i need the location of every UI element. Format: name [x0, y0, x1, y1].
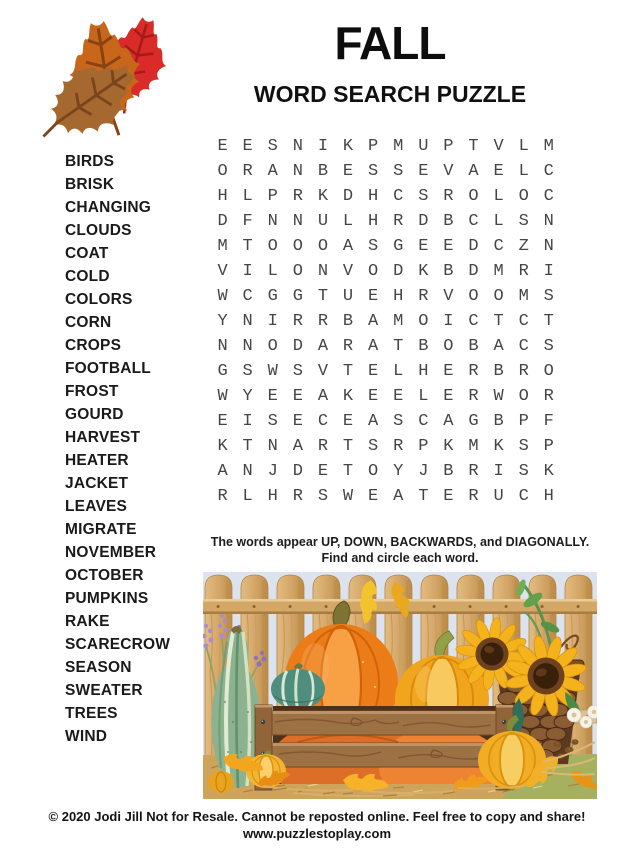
grid-letter: E: [292, 412, 303, 431]
grid-letter: E: [443, 237, 454, 256]
grid-letter: I: [242, 412, 253, 431]
page-subtitle: WORD SEARCH PUZZLE: [253, 81, 527, 107]
grid-letter: J: [418, 462, 429, 481]
grid-letter: S: [267, 412, 278, 431]
grid-letter: T: [393, 337, 404, 356]
grid-letter: K: [493, 437, 504, 456]
grid-letter: L: [267, 262, 278, 281]
grid-letter: C: [468, 312, 479, 331]
grid-letter: K: [317, 187, 329, 206]
grid-letter: N: [267, 212, 278, 231]
grid-letter: O: [543, 362, 554, 381]
page-title: FALL: [334, 17, 446, 69]
grid-letter: B: [443, 262, 454, 281]
grid-letter: C: [518, 487, 529, 506]
grid-letter: H: [418, 362, 429, 381]
grid-letter: O: [368, 462, 379, 481]
grid-letter: Z: [518, 237, 529, 256]
grid-letter: G: [217, 362, 228, 381]
grid-letter: E: [292, 387, 303, 406]
grid-letter: T: [493, 312, 504, 331]
grid-letter: O: [267, 337, 278, 356]
grid-row: [210, 409, 561, 434]
grid-letter: I: [543, 262, 554, 281]
grid-letter: B: [443, 212, 454, 231]
grid-letter: E: [368, 287, 379, 306]
grid-letter: B: [493, 362, 504, 381]
grid-letter: A: [368, 412, 379, 431]
grid-letter: N: [242, 312, 253, 331]
grid-letter: U: [317, 212, 329, 231]
grid-letter: I: [242, 262, 253, 281]
grid-letter: N: [217, 337, 228, 356]
grid-letter: W: [342, 487, 354, 506]
word-list-item: CORN: [65, 314, 112, 331]
grid-letter: O: [317, 237, 329, 256]
grid-letter: O: [468, 287, 479, 306]
instructions-line-2: Find and circle each word.: [321, 551, 479, 565]
grid-letter: Y: [393, 462, 404, 481]
grid-letter: L: [518, 137, 529, 156]
grid-letter: E: [267, 387, 278, 406]
grid-letter: T: [242, 437, 253, 456]
word-list-item: BRISK: [65, 176, 115, 193]
grid-letter: H: [393, 287, 404, 306]
grid-letter: I: [443, 312, 454, 331]
grid-letter: R: [292, 312, 303, 331]
grid-letter: A: [217, 462, 228, 481]
grid-letter: P: [418, 437, 429, 456]
grid-letter: E: [418, 162, 429, 181]
grid-letter: D: [342, 187, 354, 206]
grid-letter: A: [368, 337, 379, 356]
word-list-item: TREES: [65, 705, 118, 722]
grid-letter: N: [317, 262, 329, 281]
grid-letter: N: [242, 337, 253, 356]
grid-letter: B: [468, 337, 479, 356]
grid-letter: V: [217, 262, 228, 281]
grid-letter: O: [443, 337, 454, 356]
grid-letter: N: [242, 462, 253, 481]
word-list-item: BIRDS: [65, 153, 115, 170]
grid-letter: K: [418, 262, 429, 281]
grid-letter: S: [317, 487, 329, 506]
grid-letter: B: [443, 462, 454, 481]
grid-letter: H: [368, 212, 379, 231]
grid-letter: S: [518, 437, 529, 456]
grid-letter: W: [267, 362, 278, 381]
word-list-item: CLOUDS: [65, 222, 132, 239]
grid-letter: L: [493, 187, 504, 206]
grid-letter: L: [242, 487, 253, 506]
grid-letter: W: [217, 387, 228, 406]
grid-letter: S: [267, 137, 278, 156]
grid-letter: S: [292, 362, 303, 381]
word-list-item: HARVEST: [65, 429, 141, 446]
grid-letter: T: [317, 287, 329, 306]
grid-letter: J: [267, 462, 278, 481]
word-list-item: RAKE: [65, 613, 110, 630]
grid-letter: P: [267, 187, 278, 206]
grid-letter: O: [217, 162, 228, 181]
grid-letter: G: [393, 237, 404, 256]
grid-letter: R: [468, 487, 479, 506]
grid-letter: E: [443, 487, 454, 506]
grid-row: [210, 334, 561, 359]
instructions: [203, 534, 597, 566]
grid-letter: M: [468, 437, 479, 456]
grid-letter: C: [543, 162, 554, 181]
grid-letter: L: [493, 212, 504, 231]
grid-letter: D: [393, 262, 404, 281]
grid-letter: O: [468, 187, 479, 206]
grid-letter: A: [443, 412, 454, 431]
grid-letter: A: [317, 387, 329, 406]
grid-row: [210, 259, 561, 284]
grid-letter: D: [292, 337, 303, 356]
grid-letter: A: [267, 162, 278, 181]
grid-letter: A: [493, 337, 504, 356]
grid-letter: I: [267, 312, 278, 331]
grid-letter: R: [242, 162, 253, 181]
grid-letter: C: [543, 187, 554, 206]
grid-letter: B: [418, 337, 429, 356]
grid-letter: S: [368, 437, 379, 456]
word-list-item: FOOTBALL: [65, 360, 151, 377]
word-list-item: SEASON: [65, 659, 132, 676]
grid-letter: O: [368, 262, 379, 281]
grid-letter: B: [342, 312, 354, 331]
grid-letter: E: [368, 387, 379, 406]
grid-letter: A: [317, 337, 329, 356]
grid-letter: H: [217, 187, 228, 206]
grid-letter: B: [317, 162, 329, 181]
grid-letter: E: [493, 162, 504, 181]
grid-letter: O: [292, 237, 303, 256]
word-list-item: JACKET: [65, 475, 129, 492]
grid-row: [210, 309, 561, 334]
website-url: www.puzzlestoplay.com: [242, 826, 392, 841]
grid-letter: G: [468, 412, 479, 431]
grid-letter: A: [393, 487, 404, 506]
grid-letter: S: [543, 337, 554, 356]
grid-letter: S: [543, 287, 554, 306]
grid-letter: N: [267, 437, 278, 456]
grid-letter: W: [493, 387, 504, 406]
grid-letter: S: [393, 412, 404, 431]
grid-letter: D: [468, 262, 479, 281]
grid-letter: L: [518, 162, 529, 181]
grid-letter: R: [217, 487, 228, 506]
grid-letter: A: [468, 162, 479, 181]
grid-letter: Y: [242, 387, 253, 406]
word-list-item: FROST: [65, 383, 119, 400]
grid-letter: U: [493, 487, 504, 506]
grid-letter: N: [292, 162, 303, 181]
grid-letter: O: [518, 387, 529, 406]
grid-letter: V: [493, 137, 504, 156]
grid-letter: E: [217, 412, 228, 431]
grid-letter: P: [543, 437, 554, 456]
grid-letter: U: [342, 287, 354, 306]
word-list-item: OCTOBER: [65, 567, 144, 584]
grid-row: [210, 459, 561, 484]
copyright-line: © 2020 Jodi Jill Not for Resale. Cannot be reposted online. Feel free to copy and share!: [48, 809, 586, 824]
grid-letter: A: [342, 237, 354, 256]
word-list-item: CROPS: [65, 337, 122, 354]
grid-letter: E: [317, 462, 329, 481]
letter-grid: [210, 134, 561, 509]
grid-letter: R: [393, 212, 404, 231]
word-list-item: HEATER: [65, 452, 129, 469]
grid-letter: O: [292, 262, 303, 281]
grid-letter: G: [267, 287, 278, 306]
grid-letter: E: [368, 362, 379, 381]
grid-letter: U: [418, 137, 429, 156]
grid-letter: K: [543, 462, 554, 481]
word-list-item: MIGRATE: [65, 521, 137, 538]
grid-letter: N: [292, 212, 303, 231]
grid-letter: T: [342, 462, 354, 481]
grid-letter: E: [242, 137, 253, 156]
grid-letter: E: [217, 137, 228, 156]
grid-letter: P: [368, 137, 379, 156]
grid-letter: C: [393, 187, 404, 206]
word-list-item: PUMPKINS: [65, 590, 149, 607]
word-list-item: COLD: [65, 268, 110, 285]
grid-letter: H: [267, 487, 278, 506]
grid-letter: S: [368, 237, 379, 256]
grid-letter: R: [518, 262, 529, 281]
grid-letter: H: [368, 187, 379, 206]
grid-row: [210, 484, 561, 509]
grid-letter: N: [543, 212, 554, 231]
grid-row: [210, 134, 561, 159]
grid-letter: M: [393, 137, 404, 156]
grid-row: [210, 184, 561, 209]
grid-letter: M: [543, 137, 554, 156]
grid-letter: R: [468, 462, 479, 481]
grid-letter: R: [292, 487, 303, 506]
grid-letter: S: [368, 162, 379, 181]
grid-letter: R: [443, 187, 454, 206]
grid-letter: K: [217, 437, 228, 456]
word-list-item: WIND: [65, 728, 108, 745]
grid-letter: E: [443, 362, 454, 381]
grid-letter: R: [543, 387, 554, 406]
grid-letter: C: [418, 412, 429, 431]
grid-letter: L: [242, 187, 253, 206]
grid-letter: O: [267, 237, 278, 256]
grid-letter: T: [468, 137, 479, 156]
grid-letter: D: [217, 212, 228, 231]
grid-letter: B: [493, 412, 504, 431]
grid-letter: E: [368, 487, 379, 506]
grid-letter: T: [342, 437, 354, 456]
grid-letter: E: [342, 162, 354, 181]
autumn-leaves-logo: [28, 4, 206, 142]
instructions-line-1: The words appear UP, DOWN, BACKWARDS, and DIAGONALLY.: [210, 535, 590, 549]
footer: [0, 808, 634, 842]
grid-letter: C: [493, 237, 504, 256]
word-list-item: NOVEMBER: [65, 544, 157, 561]
grid-letter: K: [342, 387, 354, 406]
grid-letter: R: [317, 312, 329, 331]
grid-letter: Y: [217, 312, 228, 331]
grid-letter: C: [317, 412, 329, 431]
grid-row: [210, 359, 561, 384]
grid-letter: T: [342, 362, 354, 381]
word-list-item: SCARECROW: [65, 636, 171, 653]
grid-letter: M: [393, 312, 404, 331]
grid-letter: R: [418, 287, 429, 306]
grid-letter: T: [242, 237, 253, 256]
grid-letter: L: [342, 212, 354, 231]
grid-letter: R: [518, 362, 529, 381]
grid-row: [210, 284, 561, 309]
word-list: [65, 150, 205, 748]
grid-letter: N: [543, 237, 554, 256]
grid-letter: L: [418, 387, 429, 406]
grid-letter: V: [317, 362, 329, 381]
grid-letter: P: [443, 137, 454, 156]
grid-letter: E: [342, 412, 354, 431]
grid-letter: O: [418, 312, 429, 331]
grid-letter: R: [292, 187, 303, 206]
harvest-scene-illustration: [203, 572, 597, 799]
grid-letter: K: [342, 137, 354, 156]
grid-row: [210, 234, 561, 259]
grid-letter: C: [468, 212, 479, 231]
grid-letter: C: [518, 337, 529, 356]
grid-letter: E: [393, 387, 404, 406]
grid-letter: S: [393, 162, 404, 181]
grid-letter: O: [518, 187, 529, 206]
grid-letter: E: [443, 387, 454, 406]
grid-letter: V: [443, 287, 454, 306]
grid-letter: R: [468, 387, 479, 406]
grid-letter: S: [242, 362, 253, 381]
grid-row: [210, 209, 561, 234]
word-list-item: COLORS: [65, 291, 133, 308]
grid-letter: G: [292, 287, 303, 306]
word-list-item: LEAVES: [65, 498, 128, 515]
grid-letter: E: [418, 237, 429, 256]
grid-letter: P: [518, 412, 529, 431]
grid-row: [210, 434, 561, 459]
grid-letter: L: [393, 362, 404, 381]
grid-letter: A: [292, 437, 303, 456]
grid-letter: V: [342, 262, 354, 281]
word-list-item: SWEATER: [65, 682, 143, 699]
grid-letter: D: [292, 462, 303, 481]
grid-letter: O: [493, 287, 504, 306]
grid-letter: H: [543, 487, 554, 506]
grid-letter: S: [518, 462, 529, 481]
grid-letter: R: [393, 437, 404, 456]
grid-letter: C: [518, 312, 529, 331]
grid-letter: R: [468, 362, 479, 381]
grid-letter: M: [217, 237, 228, 256]
grid-letter: T: [543, 312, 554, 331]
grid-letter: N: [292, 137, 303, 156]
grid-letter: C: [242, 287, 253, 306]
grid-letter: A: [368, 312, 379, 331]
word-list-item: COAT: [65, 245, 109, 262]
grid-letter: D: [468, 237, 479, 256]
grid-letter: I: [317, 137, 329, 156]
grid-letter: F: [543, 412, 554, 431]
grid-letter: R: [317, 437, 329, 456]
grid-letter: T: [418, 487, 429, 506]
grid-letter: M: [493, 262, 504, 281]
grid-letter: K: [443, 437, 454, 456]
grid-letter: S: [418, 187, 429, 206]
grid-row: [210, 384, 561, 409]
grid-letter: R: [342, 337, 354, 356]
grid-row: [210, 159, 561, 184]
grid-letter: M: [518, 287, 529, 306]
grid-letter: W: [217, 287, 228, 306]
word-list-item: GOURD: [65, 406, 124, 423]
grid-letter: S: [518, 212, 529, 231]
word-list-item: CHANGING: [65, 199, 151, 216]
grid-letter: V: [443, 162, 454, 181]
tiny-pumpkin-corner: [208, 771, 234, 793]
grid-letter: I: [493, 462, 504, 481]
grid-letter: D: [418, 212, 429, 231]
grid-letter: F: [242, 212, 253, 231]
